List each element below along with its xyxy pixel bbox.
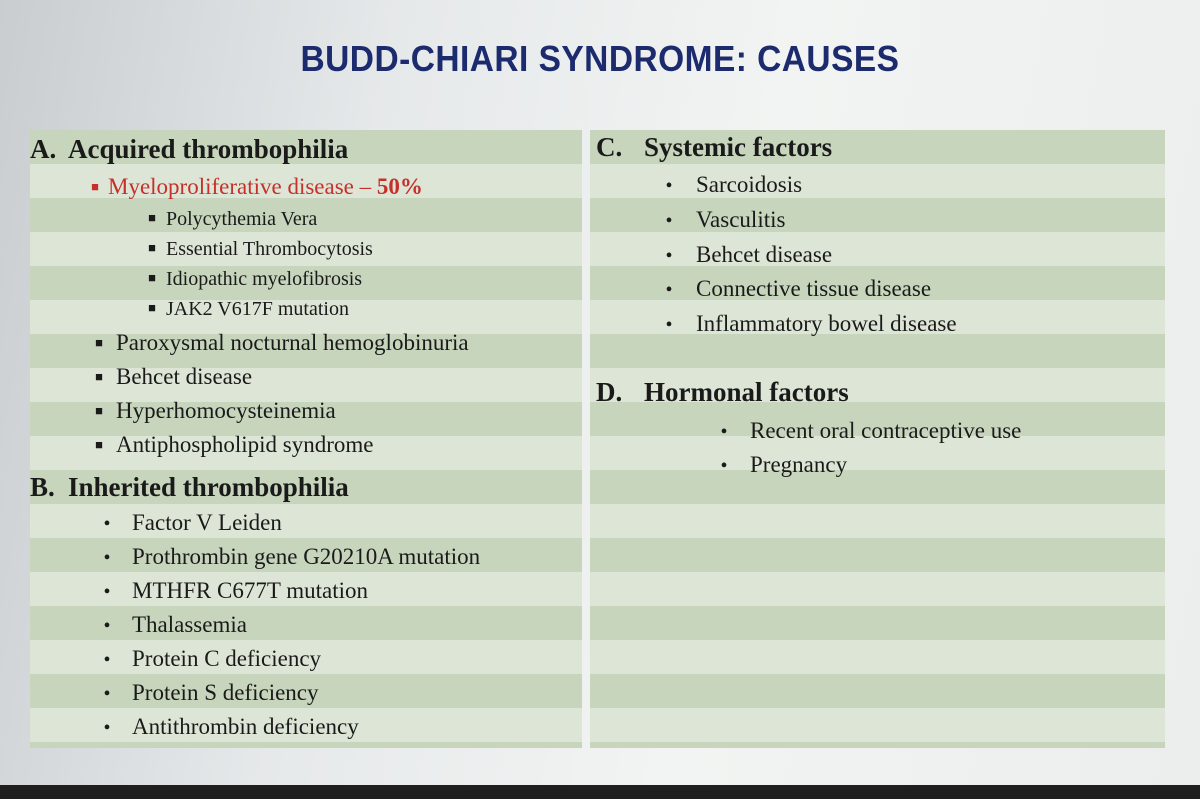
list-item-myeloproliferative [82,174,423,200]
square-bullet-icon: ■ [95,335,103,350]
list-item [82,612,247,638]
screen-bezel [0,785,1200,799]
list-item [82,544,480,570]
dot-bullet-icon: • [103,547,111,569]
list-item [138,298,349,321]
list-item [642,172,802,198]
list-item [82,646,321,672]
square-bullet-icon: ■ [148,240,156,255]
square-bullet-icon: ■ [148,270,156,285]
right-column [590,130,1165,748]
item-text: Hyperhomocysteinemia [116,398,336,423]
dot-bullet-icon: • [720,421,728,443]
item-text: Paroxysmal nocturnal hemoglobinuria [116,330,469,355]
item-text: MTHFR C677T mutation [132,578,368,603]
dot-bullet-icon: • [665,314,673,336]
list-item [642,311,957,337]
item-text: Connective tissue disease [696,276,932,301]
item-text: Idiopathic myelofibrosis [166,268,363,290]
item-text: Antiphospholipid syndrome [116,432,374,457]
dot-bullet-icon: • [665,210,673,232]
list-item [82,680,319,706]
heading-letter: B. [30,472,55,502]
list-item [82,432,373,458]
list-item [642,242,832,268]
list-item [82,510,282,536]
heading-systemic [596,132,832,163]
dot-bullet-icon: • [665,245,673,267]
square-bullet-icon: ■ [148,210,156,225]
dot-bullet-icon: • [103,683,111,705]
dot-bullet-icon: • [103,649,111,671]
heading-text: Acquired thrombophilia [68,134,349,164]
heading-text: Systemic factors [644,132,833,162]
list-item [82,364,252,390]
square-bullet-icon: ■ [95,437,103,452]
item-text: Sarcoidosis [696,172,803,197]
item-text: Behcet disease [116,364,253,389]
heading-text: Hormonal factors [644,377,849,407]
square-bullet-icon: ■ [95,403,103,418]
square-bullet-icon: ■ [91,179,99,194]
percent-value: 50% [376,174,423,199]
item-text: JAK2 V617F mutation [166,298,349,320]
list-item [82,330,469,356]
item-text: Recent oral contraceptive use [750,418,1022,443]
heading-letter: C. [596,132,623,162]
heading-acquired [30,134,348,165]
heading-text: Inherited thrombophilia [68,472,349,502]
list-item [138,208,317,231]
item-text: Essential Thrombocytosis [166,238,373,260]
dot-bullet-icon: • [103,615,111,637]
list-item [138,268,362,291]
item-text: Inflammatory bowel disease [696,311,957,336]
list-item [138,238,373,261]
dot-bullet-icon: • [665,175,673,197]
list-item [698,418,1021,444]
dot-bullet-icon: • [665,279,673,301]
item-text: Pregnancy [750,452,848,477]
heading-letter: A. [30,134,57,164]
list-item [82,398,336,424]
dot-bullet-icon: • [103,513,111,535]
item-text: Behcet disease [696,242,833,267]
item-text: Factor V Leiden [132,510,282,535]
dot-bullet-icon: • [720,455,728,477]
heading-inherited [30,472,349,503]
heading-hormonal [596,377,849,408]
list-item [82,714,359,740]
heading-letter: D. [596,377,623,407]
slide-title: BUDD-CHIARI SYNDROME: CAUSES [300,38,900,79]
square-bullet-icon: ■ [95,369,103,384]
item-text: Thalassemia [132,612,247,637]
dot-bullet-icon: • [103,581,111,603]
left-column [30,130,582,748]
list-item [82,578,368,604]
item-text: Polycythemia Vera [166,208,318,230]
item-text: Protein S deficiency [132,680,319,705]
item-text: Vasculitis [696,207,786,232]
item-text: Antithrombin deficiency [132,714,359,739]
item-text: Prothrombin gene G20210A mutation [132,544,481,569]
item-text: Protein C deficiency [132,646,322,671]
list-item [698,452,847,478]
list-item [642,276,931,302]
list-item [642,207,785,233]
dot-bullet-icon: • [103,717,111,739]
square-bullet-icon: ■ [148,300,156,315]
item-text: Myeloproliferative disease – [108,174,377,199]
